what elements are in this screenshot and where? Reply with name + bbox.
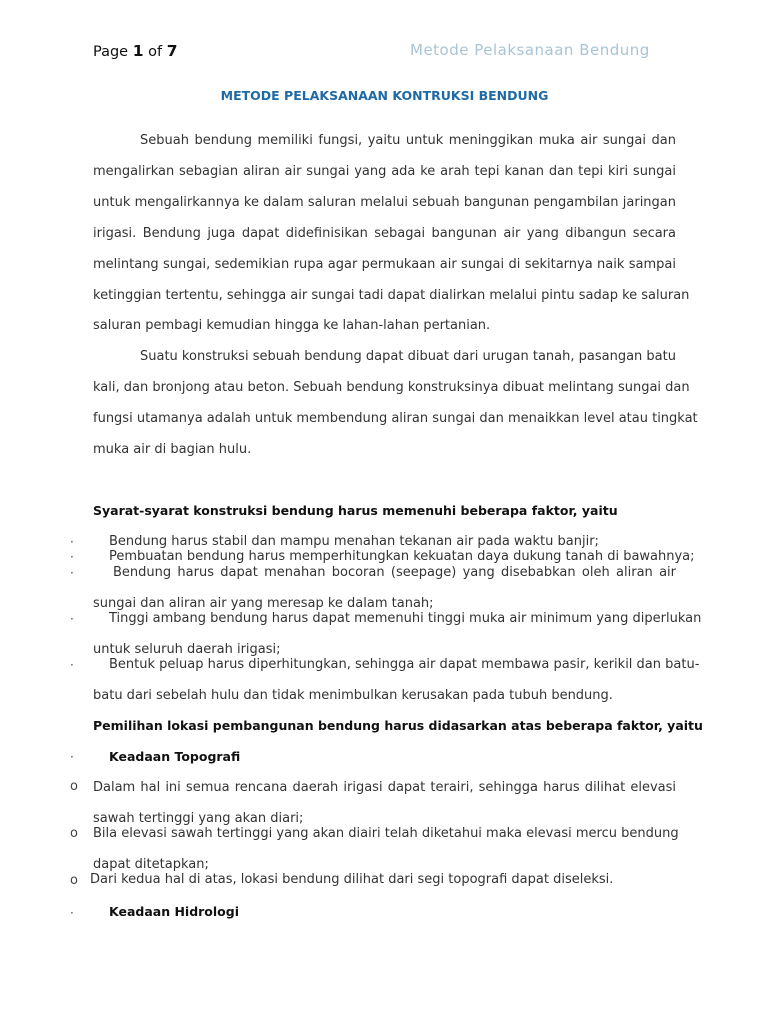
list-item-continuation: batu dari sebelah hulu dan tidak menimbulkan kerusakan pada tubuh bendung. (93, 688, 613, 703)
list-item: Pembuatan bendung harus memperhitungkan kekuatan daya dukung tanah di bawahnya; (109, 549, 695, 564)
bullet-dot: · (70, 906, 74, 920)
subheading-hydrology: Keadaan Hidrologi (109, 904, 239, 919)
paragraph-line: irigasi. Bendung juga dapat didefinisikan sebagai bangunan air yang dibangun secara (93, 226, 676, 241)
page-number: 1 (132, 42, 144, 60)
paragraph-line: mengalirkan sebagian aliran air sungai yang ada ke arah tepi kanan dan tepi kiri sungai (93, 164, 676, 179)
paragraph-line: saluran pembagi kemudian hingga ke lahan-lahan pertanian. (93, 318, 491, 333)
list-item-continuation: sawah tertinggi yang akan diari; (93, 811, 304, 826)
list-item: Bentuk peluap harus diperhitungkan, sehingga air dapat membawa pasir, kerikil dan batu- (109, 657, 700, 672)
total-pages: 7 (166, 42, 178, 60)
of-word: of (148, 44, 163, 60)
circle-bullet: o (70, 779, 78, 794)
list-item: Bila elevasi sawah tertinggi yang akan diairi telah diketahui maka elevasi mercu bendung (93, 826, 679, 841)
list-item-continuation: untuk seluruh daerah irigasi; (93, 642, 281, 657)
bullet-dot: · (70, 658, 74, 672)
section-heading-location: Pemilihan lokasi pembangunan bendung harus didasarkan atas beberapa faktor, yaitu (93, 718, 703, 733)
circle-bullet: o (70, 873, 78, 888)
circle-bullet: o (70, 826, 78, 841)
subheading-topography: Keadaan Topografi (109, 749, 241, 764)
bullet-dot: · (70, 550, 74, 564)
page-title: METODE PELAKSANAAN KONTRUKSI BENDUNG (220, 88, 549, 103)
paragraph-line: muka air di bagian hulu. (93, 442, 252, 457)
page-indicator (93, 42, 178, 60)
paragraph-line: melintang sungai, sedemikian rupa agar permukaan air sungai di sekitarnya naik sampai (93, 257, 676, 272)
list-item-continuation: sungai dan aliran air yang meresap ke dalam tanah; (93, 596, 434, 611)
bullet-dot: · (70, 612, 74, 626)
document-header-title: Metode Pelaksanaan Bendung (410, 41, 650, 59)
paragraph-line: untuk mengalirkannya ke dalam saluran melalui sebuah bangunan pengambilan jaringan (93, 195, 676, 210)
list-item-continuation: dapat ditetapkan; (93, 857, 209, 872)
paragraph-line: Suatu konstruksi sebuah bendung dapat dibuat dari urugan tanah, pasangan batu (140, 349, 676, 364)
list-item: Dari kedua hal di atas, lokasi bendung dilihat dari segi topografi dapat diseleksi. (90, 872, 614, 887)
bullet-dot: · (70, 566, 74, 580)
page-word: Page (93, 44, 129, 60)
bullet-dot: · (70, 535, 74, 549)
list-item: Tinggi ambang bendung harus dapat memenuhi tinggi muka air minimum yang diperlukan (109, 611, 702, 626)
section-heading-requirements: Syarat-syarat konstruksi bendung harus memenuhi beberapa faktor, yaitu (93, 503, 618, 518)
bullet-dot: · (70, 750, 74, 764)
paragraph-line: ketinggian tertentu, sehingga air sungai tadi dapat dialirkan melalui pintu sadap ke saluran (93, 288, 690, 303)
list-item: Bendung harus dapat menahan bocoran (seepage) yang disebabkan oleh aliran air (113, 565, 676, 580)
paragraph-line: Sebuah bendung memiliki fungsi, yaitu untuk meninggikan muka air sungai dan (140, 133, 676, 148)
list-item: Dalam hal ini semua rencana daerah irigasi dapat terairi, sehingga harus dilihat elevasi (93, 780, 676, 795)
list-item: Bendung harus stabil dan mampu menahan tekanan air pada waktu banjir; (109, 534, 599, 549)
paragraph-line: kali, dan bronjong atau beton. Sebuah bendung konstruksinya dibuat melintang sungai dan (93, 380, 690, 395)
paragraph-line: fungsi utamanya adalah untuk membendung aliran sungai dan menaikkan level atau tingkat (93, 411, 698, 426)
